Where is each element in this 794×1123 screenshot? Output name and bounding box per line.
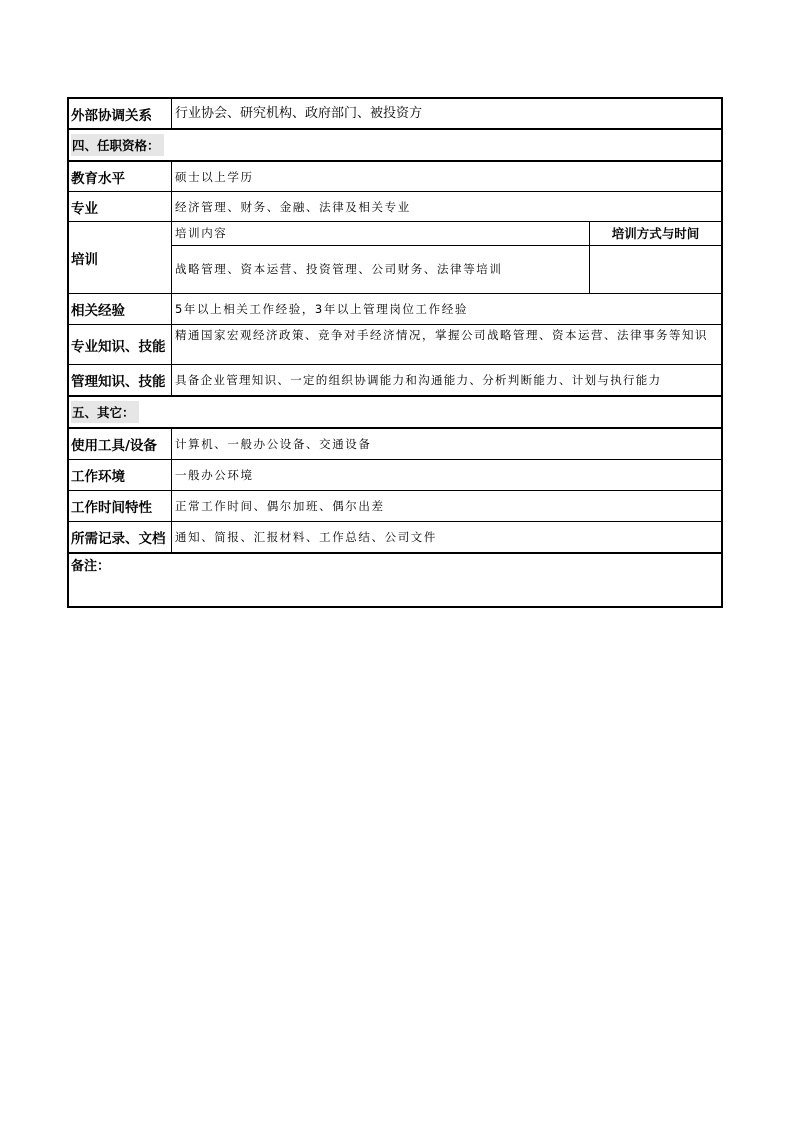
- professional-skills-row: [69, 325, 721, 365]
- environment-label: 工作环境: [69, 460, 172, 490]
- section-others-row: [69, 397, 721, 429]
- training-content-value: 战略管理、资本运营、投资管理、公司财务、法律等培训: [172, 246, 590, 293]
- training-row: [69, 222, 721, 294]
- job-description-table: [67, 97, 723, 608]
- work-time-row: [69, 491, 721, 522]
- major-row: [69, 192, 721, 222]
- professional-skills-value: 精通国家宏观经济政策、竞争对手经济情况，掌握公司战略管理、资本运营、法律事务等知识: [175, 328, 708, 342]
- records-value: 通知、简报、汇报材料、工作总结、公司文件: [175, 530, 437, 544]
- training-header-row: [172, 222, 721, 246]
- tools-row: [69, 429, 721, 460]
- training-detail-row: [172, 246, 721, 293]
- section-qualifications-row: [69, 130, 721, 162]
- section-qualifications-title: 四、任职资格：: [71, 134, 164, 156]
- training-method-header: 培训方式与时间: [611, 226, 700, 242]
- environment-value: 一般办公环境: [175, 468, 254, 482]
- major-label: 专业: [69, 192, 172, 221]
- major-value: 经济管理、财务、金融、法律及相关专业: [175, 199, 411, 214]
- training-label: 培训: [69, 222, 172, 293]
- environment-row: [69, 460, 721, 491]
- work-time-value: 正常工作时间、偶尔加班、偶尔出差: [175, 499, 385, 513]
- external-coordination-value: 行业协会、研究机构、政府部门、被投资方: [175, 105, 423, 121]
- tools-value: 计算机、一般办公设备、交通设备: [175, 437, 372, 451]
- tools-label: 使用工具/设备: [69, 429, 172, 459]
- training-content-header: 培训内容: [172, 222, 590, 245]
- work-time-label: 工作时间特性: [69, 491, 172, 521]
- management-skills-row: [69, 365, 721, 397]
- education-value: 硕士以上学历: [175, 169, 254, 184]
- external-coordination-row: [69, 99, 721, 130]
- training-grid: [172, 222, 721, 293]
- education-label: 教育水平: [69, 162, 172, 191]
- management-skills-label: 管理知识、技能: [69, 365, 172, 395]
- experience-label: 相关经验: [69, 294, 172, 324]
- section-qualifications-heading: [69, 130, 721, 160]
- remarks-row: [69, 554, 721, 606]
- training-method-value: [590, 246, 721, 293]
- experience-value: 5年以上相关工作经验，3年以上管理岗位工作经验: [175, 302, 468, 316]
- records-label: 所需记录、文档: [69, 522, 172, 552]
- section-others-title: 五、其它：: [71, 401, 139, 423]
- external-coordination-label: 外部协调关系: [69, 99, 172, 128]
- education-row: [69, 162, 721, 192]
- management-skills-value: 具备企业管理知识、一定的组织协调能力和沟通能力、分析判断能力、计划与执行能力: [175, 373, 662, 387]
- remarks-label: 备注：: [71, 559, 111, 574]
- records-row: [69, 522, 721, 554]
- professional-skills-label: 专业知识、技能: [69, 325, 172, 364]
- experience-row: [69, 294, 721, 325]
- section-others-heading: [69, 397, 721, 427]
